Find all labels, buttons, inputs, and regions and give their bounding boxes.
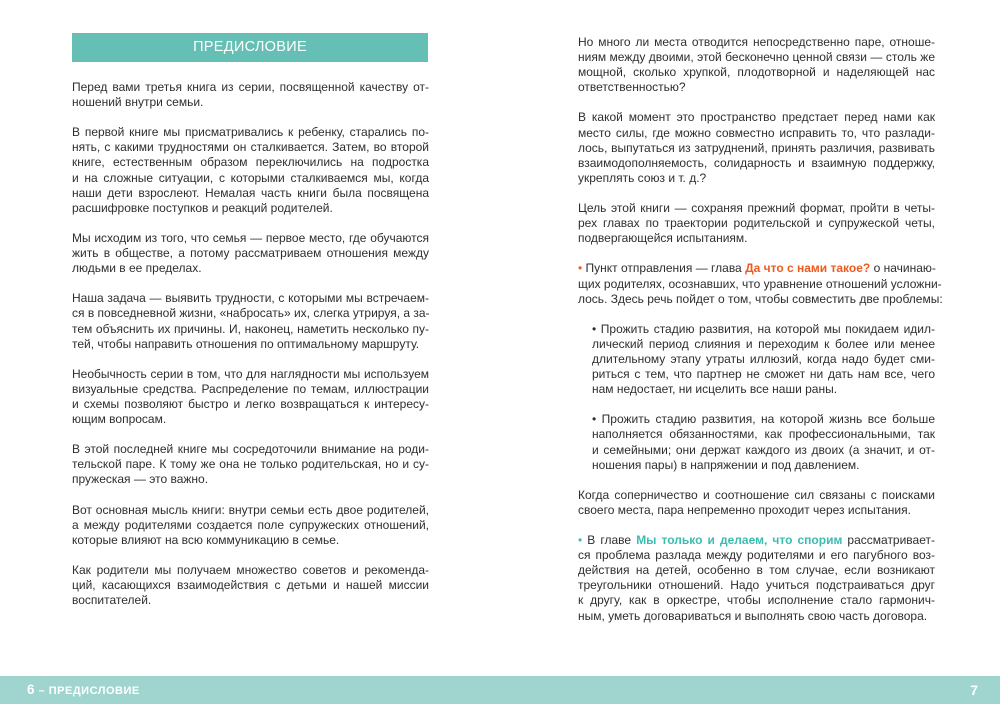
paragraph	[72, 442, 429, 487]
paragraph	[72, 231, 429, 276]
text-line: Перед вами третья книга из серии, посвященной качеству от-	[72, 80, 429, 94]
text-line: ответственностью?	[578, 80, 686, 95]
text-line: книге, естественным образом переключились на подростка	[72, 155, 429, 170]
text-line: тельской паре. К тому же она не только родительская, но и су-	[72, 457, 429, 472]
text-segment: о начинаю-	[870, 261, 936, 276]
right-page-text	[578, 35, 943, 639]
text-line: людьми в ее пределах.	[72, 261, 202, 276]
text-line: лось. Здесь речь пойдет о том, чтобы совместить две проблемы:	[578, 291, 943, 306]
text-line: ношений внутри семьи.	[72, 95, 204, 110]
text-line: наши дети взрослеют. Немалая часть книги была посвящена	[72, 185, 429, 200]
text-line: визуальные средства. Распределение по темам, иллюстрации	[72, 381, 429, 396]
paragraph	[72, 367, 429, 427]
bullet-paragraph	[578, 412, 935, 472]
text-line: лось, выпутаться из затруднений, принять различия, развивать	[578, 140, 935, 155]
text-line: место силы, где можно совместно исправить то, что разлади-	[578, 125, 935, 140]
paragraph	[578, 261, 943, 306]
text-line: расшифровке поступков и реакций родителей.	[72, 200, 333, 215]
text-line: В первой книге мы присматривались к ребенку, старались по-	[72, 125, 429, 140]
text-line: а между родителями создается поле супружеских отношений,	[72, 517, 429, 532]
text-line: • Прожить стадию развития, на которой мы покидаем идил-	[592, 321, 935, 336]
chapter-title-highlight: Мы только и делаем, что спорим	[636, 533, 843, 548]
text-line: воспитателей.	[72, 593, 152, 608]
paragraph	[72, 80, 429, 110]
text-line: риться с тем, что партнер не сможет ни дать нам все, чего	[592, 367, 935, 382]
text-line: мощной, сколько хрупкой, плодотворной и наделяющей нас	[578, 65, 935, 80]
paragraph	[578, 110, 935, 185]
text-line: ющим вопросам.	[72, 412, 167, 427]
paragraph	[72, 125, 429, 216]
left-page-number: 6	[27, 682, 36, 697]
text-line: которые влияют на всю коммуникацию в семье.	[72, 532, 340, 547]
paragraph	[578, 35, 935, 95]
text-line: Вот основная мысль книги: внутри семьи есть двое родителей,	[72, 502, 429, 517]
text-segment: рассматривает-	[842, 533, 935, 548]
text-line: треугольники отношений. Надо учиться подстраиваться друг	[578, 578, 935, 593]
left-page-text	[72, 80, 429, 623]
section-header-banner	[72, 33, 428, 62]
bullet-marker: •	[578, 533, 583, 548]
text-line: взаимодополняемость, солидарность и взаимную поддержку,	[578, 155, 935, 170]
text-line	[578, 261, 935, 276]
text-line: ся в повседневной жизни, «набросать» их, слегка утрируя, а за-	[72, 306, 430, 321]
text-line: действия на детей, особенно в том случае, если возникают	[578, 563, 935, 578]
text-line: ниям между двоими, этой бесконечно ценной связи — столь же	[578, 50, 935, 65]
text-line	[578, 533, 935, 548]
text-line: и схемы позволяют быстро и легко возвращаться к интересу-	[72, 396, 429, 411]
text-line: пружеская — это важно.	[72, 472, 209, 487]
text-line: Необычность серии в том, что для наглядности мы используем	[72, 366, 429, 381]
text-line: длительному этапу утраты иллюзий, когда надо будет сми-	[592, 351, 935, 366]
text-line: • Прожить стадию развития, на которой жизнь все больше	[592, 412, 935, 427]
paragraph	[578, 201, 935, 246]
text-line: щих родителях, осознавших, что уравнение отношений усложни-	[578, 276, 942, 291]
text-line: Но много ли места отводится непосредственно паре, отноше-	[578, 35, 935, 49]
text-line: наполняется обязанностями, как профессиональными, так	[592, 427, 935, 442]
right-page-number: 7	[970, 682, 978, 698]
text-line: ношения пары) в напряжении и под давлением.	[592, 457, 860, 472]
text-line: Когда соперничество и соотношение сил связаны с поисками	[578, 487, 935, 502]
text-line: рех главах по траектории родительской и супружеской четы,	[578, 216, 935, 231]
footer-separator: –	[35, 685, 49, 697]
text-line: к другу, как в оркестре, чтобы исполнение стало гармонич-	[578, 593, 935, 608]
text-segment: Пункт отправления — глава	[582, 261, 746, 276]
paragraph	[578, 488, 935, 518]
text-line: подвергающейся испытаниям.	[578, 231, 748, 246]
text-line: тей, чтобы направить отношения по оптимальному маршруту.	[72, 336, 420, 351]
paragraph	[72, 291, 429, 351]
text-line: Мы исходим из того, что семья — первое место, где обучаются	[72, 230, 429, 245]
text-line: Цель этой книги — сохраняя прежний формат, пройти в четы-	[578, 201, 935, 216]
paragraph	[72, 503, 429, 548]
text-line: жить в обществе, а потому рассматриваем отношения между	[72, 246, 429, 261]
text-line: своего места, пара непременно проходит через испытания.	[578, 502, 911, 517]
text-line: ций, касающихся взаимодействия с детьми и нашей миссии	[72, 578, 429, 593]
left-running-footer	[27, 676, 140, 705]
text-line: ся проблема разлада между родителями и его пагубного воз-	[578, 548, 935, 563]
text-line: нять, с какими трудностями он сталкивается. Затем, во второй	[72, 140, 429, 155]
text-line: тем объяснить их причины. И, наконец, наметить несколько пу-	[72, 321, 429, 336]
text-segment: В главе	[582, 533, 637, 548]
chapter-title-highlight: Да что с нами такое?	[745, 261, 871, 276]
paragraph	[72, 563, 429, 608]
text-line: ным, уметь договариваться и выполнять свою часть договора.	[578, 608, 928, 623]
text-line: Как родители мы получаем множество советов и рекоменда-	[72, 563, 429, 577]
text-line: В какой момент это пространство предстает перед нами как	[578, 110, 935, 125]
section-title: ПРЕДИСЛОВИЕ	[193, 39, 307, 55]
paragraph	[578, 533, 935, 624]
page-footer	[0, 676, 1000, 704]
text-line: и на сложные ситуации, с которыми сталкиваемся мы, когда	[72, 170, 429, 185]
text-line: В этой последней книге мы сосредоточили внимание на роди-	[72, 442, 429, 457]
text-line: нам недостает, ни исцелить все наши раны.	[592, 382, 838, 397]
bullet-paragraph	[578, 322, 935, 397]
footer-section-name: ПРЕДИСЛОВИЕ	[48, 685, 140, 697]
text-line: лический период слияния и переходим к более или менее	[592, 336, 935, 351]
text-line: Наша задача — выявить трудности, с которыми мы встречаем-	[72, 291, 429, 306]
text-line: укреплять союз и т. д.?	[578, 170, 707, 185]
bullet-marker: •	[578, 261, 583, 276]
text-line: и семейными; они держат каждого из двоих (а значит, и от-	[592, 442, 935, 457]
